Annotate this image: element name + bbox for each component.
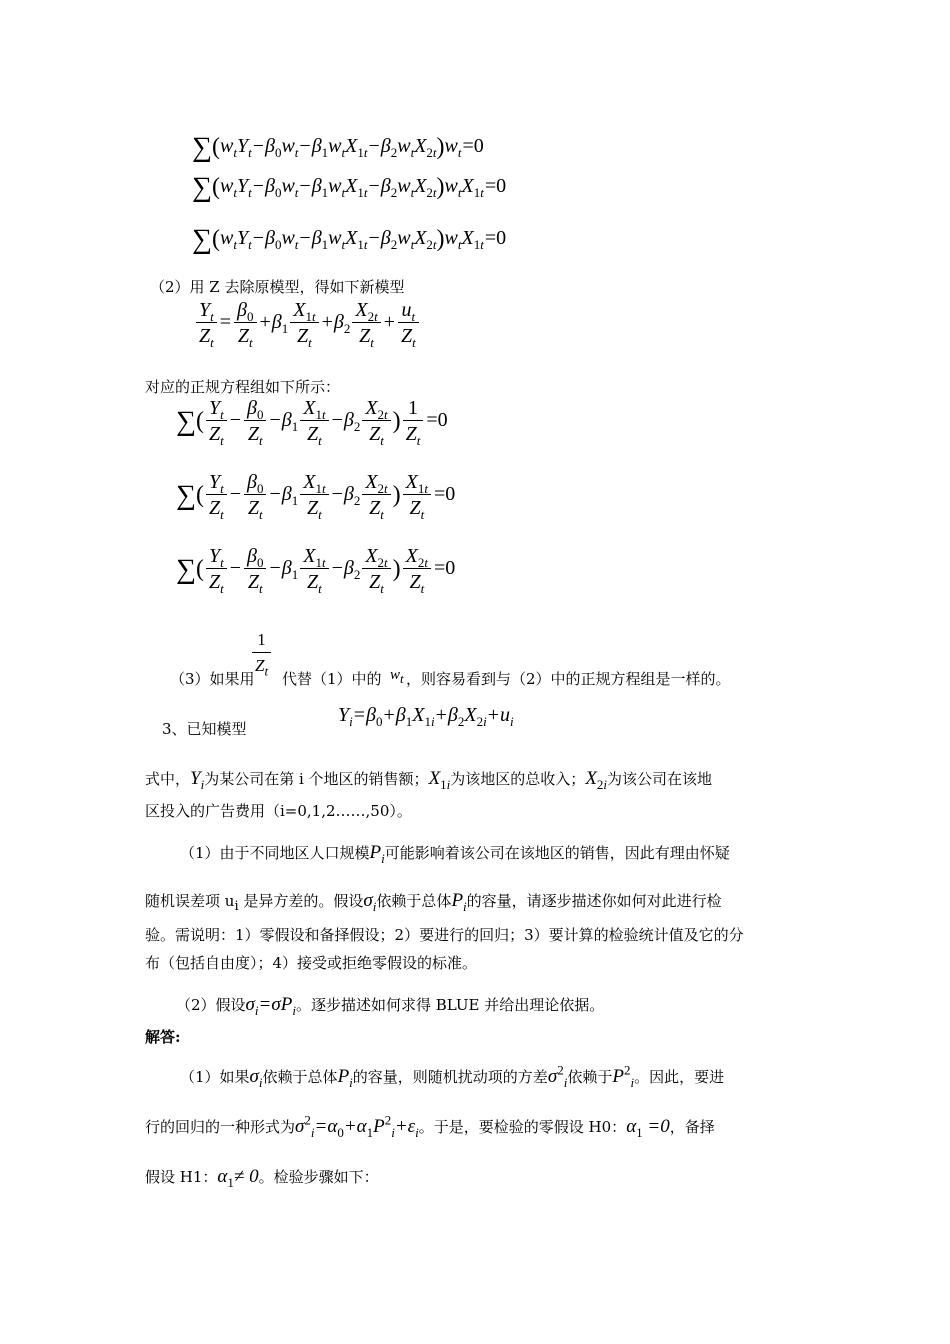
section2-intro: （2）用 Z 去除原模型，得如下新模型 bbox=[150, 278, 405, 296]
section3-text-c: ，则容易看到与（2）中的正规方程组是一样的。 bbox=[406, 670, 731, 688]
answer-line3: 假设 H1：$\alpha_1\ne 0$。检验步骤如下： bbox=[145, 1166, 379, 1190]
question1-line3: 验。需说明：1）零假设和备择假设；2）要进行的回归；3）要计算的检验统计值及它的分 bbox=[145, 926, 744, 944]
question2-line: （2）假设$\sigma_i=\sigma P_i$。逐步描述如何求得 BLUE 并给出理论依据。 bbox=[176, 994, 605, 1018]
section3-text-a: （3）如果用 bbox=[170, 670, 255, 688]
w-t-symbol: $w_t$ bbox=[390, 667, 404, 686]
section3-text-b: 代替（1）中的 bbox=[282, 670, 382, 688]
answer-line2: 行的回归的一种形式为$\sigma^2_i=\alpha_0+\alpha_1P^2_i+\varepsilon_i$。于是，要检验的零假设 H0：$\alpha_1 =0$，备择 bbox=[145, 1112, 715, 1140]
problem3-model: $Y_i=\beta_0+\beta_1X_{1i}+\beta_2X_{2i}+u_i$ bbox=[338, 704, 514, 729]
question1-line4: 布（包括自由度）；4）接受或拒绝零假设的标准。 bbox=[145, 954, 478, 972]
one-over-z-fraction: $\frac{1}{Z_t}$ bbox=[250, 630, 273, 677]
normal-equation-3: ∑( $\frac{Y_t}{Z_t}$ − $\frac{\beta_0}{Z_t}$ $-\beta_1$ $\frac{X_{1t}}{Z_t}$ $-\beta_2$ $\frac{X_{2t}}{Z_t}$ ) $\frac{X_{2t}}{Z_t}$ =0 bbox=[176, 545, 456, 596]
normal-equation-2: ∑( $\frac{Y_t}{Z_t}$ − $\frac{\beta_0}{Z_t}$ $-\beta_1$ $\frac{X_{1t}}{Z_t}$ $-\beta_2$ $\frac{X_{2t}}{Z_t}$ ) $\frac{X_{1t}}{Z_t}$ =0 bbox=[176, 471, 456, 522]
answer-label: 解答: bbox=[145, 1028, 181, 1046]
transformed-model: $\frac{Y_t}{Z_t}$ = $\frac{\beta_0}{Z_t}$ $+\beta_1$ $\frac{X_{1t}}{Z_t}$ $+\beta_2$ $\frac{X_{2t}}{Z_t}$ + $\frac{u_t}{Z_t}$ bbox=[194, 300, 421, 347]
weighted-normal-equation-1: $\sum(w_tY_t-\beta_0w_t-\beta_1w_tX_{1t}-\beta_2w_tX_{2t})w_t=0$ bbox=[192, 132, 484, 163]
weighted-normal-equation-3: $\sum(w_tY_t-\beta_0w_t-\beta_1w_tX_{1t}-\beta_2w_tX_{2t})w_tX_{1t}=0$ bbox=[192, 224, 507, 255]
problem3-label: 3、已知模型 bbox=[162, 720, 247, 738]
weighted-normal-equation-2: $\sum(w_tY_t-\beta_0w_t-\beta_1w_tX_{1t}-\beta_2w_tX_{2t})w_tX_{1t}=0$ bbox=[192, 172, 507, 203]
question1-line1: （1）由于不同地区人口规模$P_i$可能影响着该公司在该地区的销售，因此有理由怀疑 bbox=[180, 842, 730, 866]
description-line1: 式中，$Y_i$为某公司在第 i 个地区的销售额；$X_{1i}$为该地区的总收入；$X_{2i}$为该公司在该地 bbox=[145, 768, 713, 792]
description-line2: 区投入的广告费用（i=0,1,2……,50）。 bbox=[145, 802, 412, 820]
normal-equations-intro: 对应的正规方程组如下所示： bbox=[145, 378, 341, 396]
answer-line1: （1）如果$\sigma_i$依赖于总体$P_i$的容量，则随机扰动项的方差$\sigma^2_i$依赖于$P^2_i$。因此，要进 bbox=[180, 1062, 725, 1090]
normal-equation-1: ∑( $\frac{Y_t}{Z_t}$ − $\frac{\beta_0}{Z_t}$ $-\beta_1$ $\frac{X_{1t}}{Z_t}$ $-\beta_2$ $\frac{X_{2t}}{Z_t}$ ) $\frac{1}{Z_t}$ =0 bbox=[176, 397, 448, 448]
question1-line2: 随机误差项 $u_i$ 是异方差的。假设$\sigma_i$依赖于总体$P_i$的容量，请逐步描述你如何对此进行检 bbox=[145, 890, 722, 914]
